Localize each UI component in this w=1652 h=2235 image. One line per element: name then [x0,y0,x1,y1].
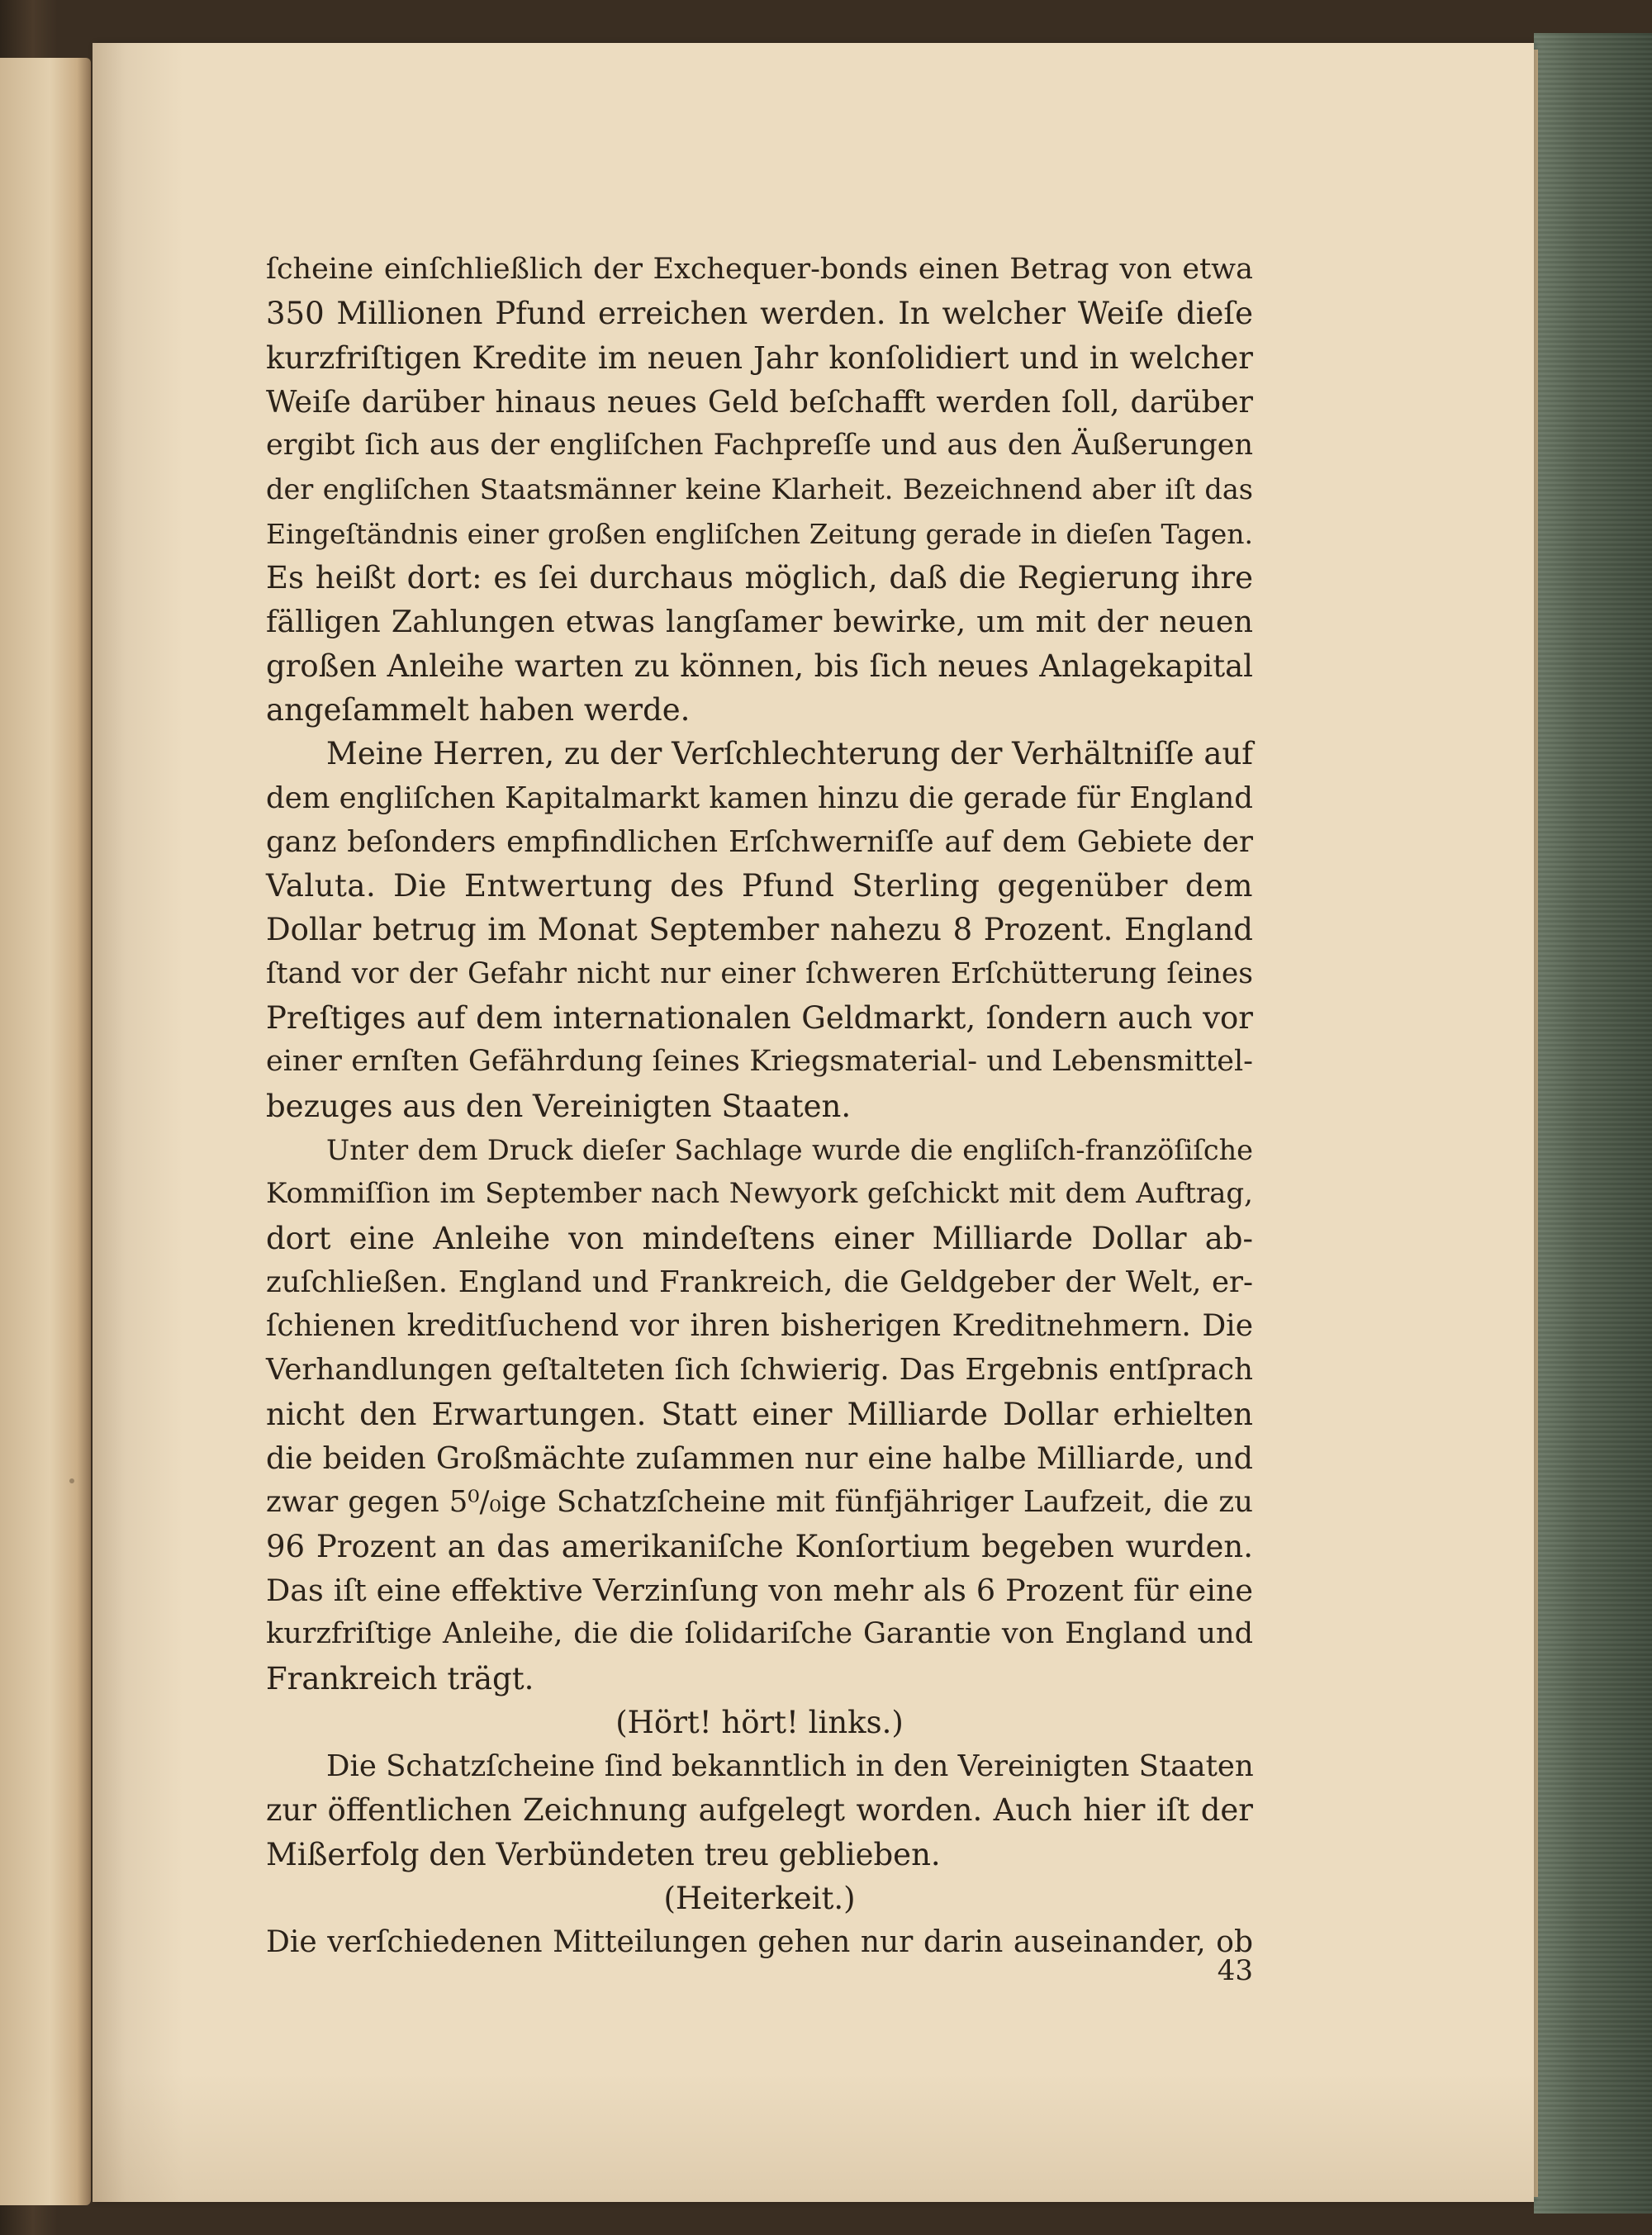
text-line: Das iſt eine effektive Verzinſung von mehr als 6 Prozent für eine [266,1572,1253,1608]
page-number: 43 [1217,1954,1253,1987]
text-line: nicht den Erwartungen. Statt einer Milliarde Dollar erhielten [266,1396,1253,1432]
text-line: dort eine Anleihe von mindeſtens einer Milliarde Dollar ab- [266,1220,1253,1256]
text-line: angeſammelt haben werde. [266,691,691,728]
text-line: Preſtiges auf dem internationalen Geldmarkt, ſondern auch vor [266,1000,1253,1037]
text-line: Verhandlungen geſtalteten ſich ſchwierig. Das Ergebnis entſprach [266,1353,1253,1388]
text-line: der engliſchen Staatsmänner keine Klarheit. Bezeichnend aber iſt das [266,473,1253,506]
text-line: 96 Prozent an das amerikaniſche Konſortium begeben wurden. [266,1528,1253,1564]
text-line: Unter dem Druck dieſer Sachlage wurde die engliſch-franzöſiſche [326,1133,1253,1166]
text-line: 350 Millionen Pfund erreichen werden. In welcher Weiſe dieſe [266,296,1253,332]
left-page-edge [0,58,91,2205]
text-line: ſtand vor der Gefahr nicht nur einer ſchweren Erſchütterung ſeines [266,956,1253,990]
text-line: Es heißt dort: es ſei durchaus möglich, daß die Regierung ihre [266,560,1253,596]
text-line: Meine Herren, zu der Verſchlechterung der Verhältniſſe auf [326,736,1253,772]
text-line: dem engliſchen Kapitalmarkt kamen hinzu die gerade für England [266,781,1253,815]
text-line: ergibt ſich aus der engliſchen Fachpreſſe und aus den Äußerungen [266,429,1253,463]
text-line: Frankreich trägt. [266,1660,534,1696]
text-line: bezuges aus den Vereinigten Staaten. [266,1088,852,1124]
text-line: ſchienen kreditſuchend vor ihren bisherigen Kreditnehmern. Die [266,1309,1253,1344]
text-line: Weiſe darüber hinaus neues Geld beſchafft werden ſoll, darüber [266,383,1253,420]
text-line: zur öffentlichen Zeichnung aufgelegt worden. Auch hier iſt der [266,1792,1253,1829]
text-line: kurzfriſtigen Kredite im neuen Jahr konſolidiert und in welcher [266,339,1253,376]
text-line: kurzfriſtige Anleihe, die die ſolidariſche Garantie von England und [266,1617,1253,1651]
text-line: ganz beſonders empfindlichen Erſchwerniſſe auf dem Gebiete der [266,824,1253,859]
text-line: zwar gegen 5⁰/₀ige Schatzſcheine mit fünfjähriger Laufzeit, die zu [266,1485,1253,1520]
text-line: großen Anleihe warten zu können, bis ſich neues Anlagekapital [266,648,1253,684]
text-line: Kommiſſion im September nach Newyork geſchickt mit dem Auftrag, [266,1177,1253,1211]
text-line: Mißerfolg den Verbündeten treu geblieben. [266,1836,941,1872]
text-line: Die verſchiedenen Mitteilungen gehen nur darin auseinander, ob [266,1925,1253,1960]
interjection: (Heiterkeit.) [663,1880,856,1916]
text-line: Eingeſtändnis einer großen engliſchen Zeitung gerade in dieſen Tagen. [266,517,1253,550]
text-line: ſcheine einſchließlich der Exchequer-bonds einen Betrag von etwa [266,253,1253,286]
text-line: Die Schatzſcheine ſind bekanntlich in den Vereinigten Staaten [326,1749,1254,1784]
text-line: Valuta. Die Entwertung des Pfund Sterling gegenüber dem [266,868,1253,904]
text-line: fälligen Zahlungen etwas langſamer bewirke, um mit der neuen [266,604,1253,640]
text-line: einer ernſten Gefährdung ſeines Kriegsmaterial- und Lebensmittel- [266,1045,1253,1079]
book-cover-edge [1534,33,1652,2214]
text-line: zuſchließen. England und Frankreich, die Geldgeber der Welt, er- [266,1265,1253,1299]
interjection: (Hört! hört! links.) [615,1704,904,1740]
body-text [266,248,1253,1965]
text-line: die beiden Großmächte zuſammen nur eine halbe Milliarde, und [266,1440,1253,1477]
binding-mark [69,1478,74,1483]
text-line: Dollar betrug im Monat September nahezu 8 Prozent. England [266,912,1253,948]
